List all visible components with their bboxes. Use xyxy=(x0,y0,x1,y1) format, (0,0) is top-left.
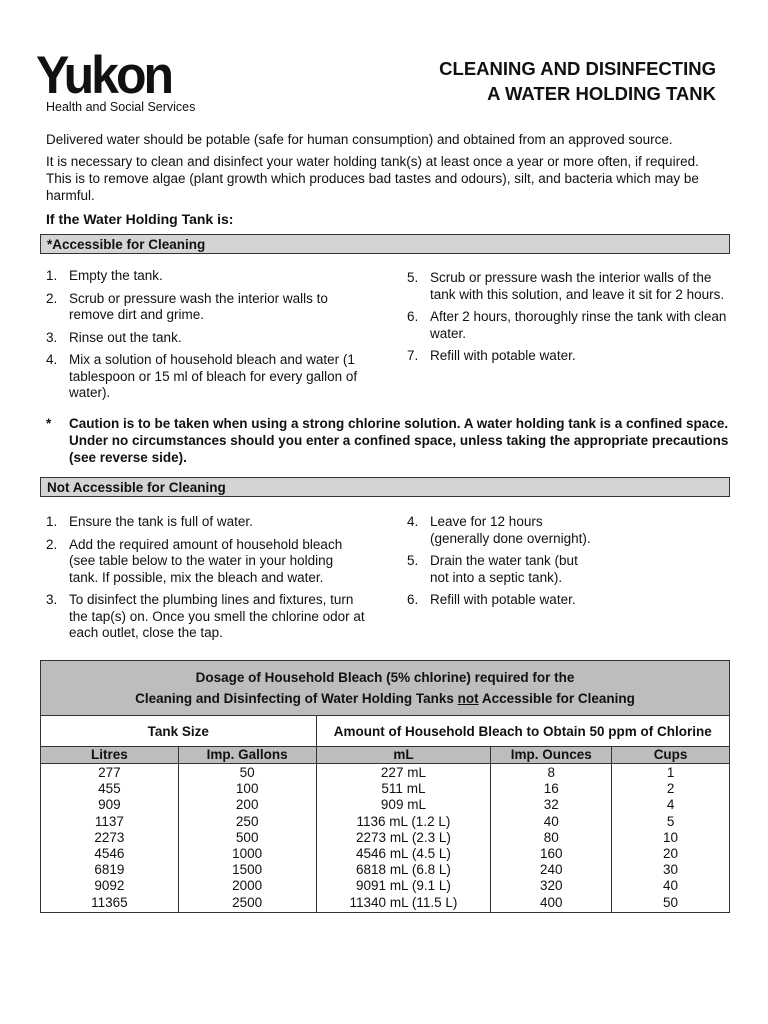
column-header-cups: Cups xyxy=(612,747,730,764)
table-cell: 1136 mL (1.2 L) xyxy=(356,813,451,829)
table-cell: 100 xyxy=(235,781,259,797)
table-cell: 40 xyxy=(543,813,559,829)
list-item: 5. Drain the water tank (but not into a septic tank). xyxy=(407,553,578,585)
table-cell: 5 xyxy=(666,813,675,829)
list-item: 1. Ensure the tank is full of water. xyxy=(46,514,253,529)
table-cell: 11365 xyxy=(91,894,128,910)
table-cell: 320 xyxy=(539,878,563,894)
caution-text: Caution is to be taken when using a strong chlorine solution. A water holding tank is a confined space. Under no circumstances should you enter a confined space, unless taking the appropriate precautions (see reverse side). xyxy=(69,416,729,465)
table-cell: 4546 mL (4.5 L) xyxy=(356,846,451,862)
table-cell: 6818 mL (6.8 L) xyxy=(356,862,451,878)
table-cell: 2000 xyxy=(232,878,263,894)
not-accessible-steps-right xyxy=(407,514,597,615)
list-item: 6. Refill with potable water. xyxy=(407,592,576,607)
table-cell: 160 xyxy=(539,846,563,862)
table-cell: 227 mL xyxy=(380,765,426,780)
logo-subtitle: Health and Social Services xyxy=(46,100,196,114)
table-cell: 80 xyxy=(543,829,559,845)
table-cell: 9091 mL (9.1 L) xyxy=(356,878,451,894)
yukon-logo xyxy=(36,38,226,118)
table-cell: 10 xyxy=(663,829,679,845)
column-cups xyxy=(612,764,730,913)
list-item: 2. Scrub or pressure wash the interior walls to remove dirt and grime. xyxy=(46,290,328,322)
table-cell: 16 xyxy=(543,781,559,797)
column-header-gallons: Imp. Gallons xyxy=(178,747,316,764)
table-cell: 1000 xyxy=(232,846,263,862)
bleach-amount-header: Amount of Household Bleach to Obtain 50 ppm of Chlorine xyxy=(316,716,729,747)
table-cell: 1500 xyxy=(232,862,263,878)
table-cell: 455 xyxy=(98,781,121,797)
section-heading: If the Water Holding Tank is: xyxy=(46,211,234,227)
list-item: 1. Empty the tank. xyxy=(46,268,163,283)
tank-size-header: Tank Size xyxy=(41,716,317,747)
list-item: 6. After 2 hours, thoroughly rinse the tank with clean water. xyxy=(407,309,727,341)
table-cell: 4 xyxy=(666,797,675,813)
column-gallons xyxy=(178,764,316,913)
table-cell: 909 mL xyxy=(380,797,426,813)
table-cell: 32 xyxy=(543,797,559,813)
table-cell: 277 xyxy=(98,765,121,780)
table-cell: 2273 xyxy=(94,829,125,845)
table-cell: 50 xyxy=(663,894,679,910)
not-accessible-section-bar: Not Accessible for Cleaning xyxy=(40,477,730,497)
table-cell: 11340 mL (11.5 L) xyxy=(349,894,458,910)
table-cell: 6819 xyxy=(94,862,125,878)
table-cell: 40 xyxy=(663,878,679,894)
list-item: 3. To disinfect the plumbing lines and fixtures, turn the tap(s) on. Once you smell the chlorine odor at each outlet, close the tap. xyxy=(46,592,365,640)
table-cell: 200 xyxy=(235,797,259,813)
title-line-2: A WATER HOLDING TANK xyxy=(487,83,716,104)
list-item: 5. Scrub or pressure wash the interior walls of the tank with this solution, and leave it sit for 2 hours. xyxy=(407,270,725,302)
table-title: Dosage of Household Bleach (5% chlorine) required for the Cleaning and Disinfecting of Water Holding Tanks not Accessible for Cleaning xyxy=(41,661,730,716)
list-item: 4. Leave for 12 hours (generally done overnight). xyxy=(407,514,591,546)
table-cell: 1137 xyxy=(94,813,124,829)
page-title xyxy=(439,56,716,106)
column-header-ounces: Imp. Ounces xyxy=(491,747,612,764)
table-cell: 240 xyxy=(539,862,563,878)
list-item: 2. Add the required amount of household bleach (see table below to the water in your holding tank. If possible, mix the bleach and water. xyxy=(46,536,343,585)
table-cell: 400 xyxy=(539,894,563,910)
table-cell: 2500 xyxy=(232,894,263,910)
table-cell: 909 xyxy=(98,797,121,813)
intro-paragraph-1: Delivered water should be potable (safe for human consumption) and obtained from an approved source. xyxy=(46,132,673,147)
caution-asterisk: * xyxy=(46,416,52,431)
table-cell: 8 xyxy=(547,765,555,780)
list-item: 4. Mix a solution of household bleach and water (1 tablespoon or 15 ml of bleach for every gallon of water). xyxy=(46,352,358,400)
list-item: 3. Rinse out the tank. xyxy=(46,329,182,345)
intro-paragraph-2: It is necessary to clean and disinfect your water holding tank(s) at least once a year or more often, if required. This is to remove algae (plant growth which produces bad tastes and odours), silt, and bacteria which may be harmful. xyxy=(46,154,699,203)
column-litres xyxy=(41,764,179,913)
table-cell: 511 mL xyxy=(381,781,426,797)
table-cell: 20 xyxy=(663,846,679,862)
table-cell: 4546 xyxy=(94,846,125,862)
table-cell: 250 xyxy=(235,813,259,829)
accessible-steps-right xyxy=(407,270,727,371)
column-ounces xyxy=(491,764,612,913)
table-cell: 1 xyxy=(666,765,675,780)
dosage-table xyxy=(40,660,730,913)
table-cell: 30 xyxy=(663,862,679,878)
accessible-section-bar: *Accessible for Cleaning xyxy=(40,234,730,254)
table-cell: 9092 xyxy=(94,878,125,894)
table-cell: 50 xyxy=(239,765,255,780)
table-cell: 2 xyxy=(666,781,675,797)
not-accessible-steps-left xyxy=(46,514,366,648)
column-header-ml: mL xyxy=(316,747,491,764)
column-header-litres: Litres xyxy=(41,747,179,764)
accessible-steps-left xyxy=(46,268,366,408)
table-cell: 2273 mL (2.3 L) xyxy=(356,829,451,845)
list-item: 7. Refill with potable water. xyxy=(407,348,576,363)
title-line-1: CLEANING AND DISINFECTING xyxy=(439,58,716,79)
logo-wordmark: Yukon xyxy=(36,45,172,105)
table-cell: 500 xyxy=(235,829,259,845)
column-ml xyxy=(316,764,491,913)
